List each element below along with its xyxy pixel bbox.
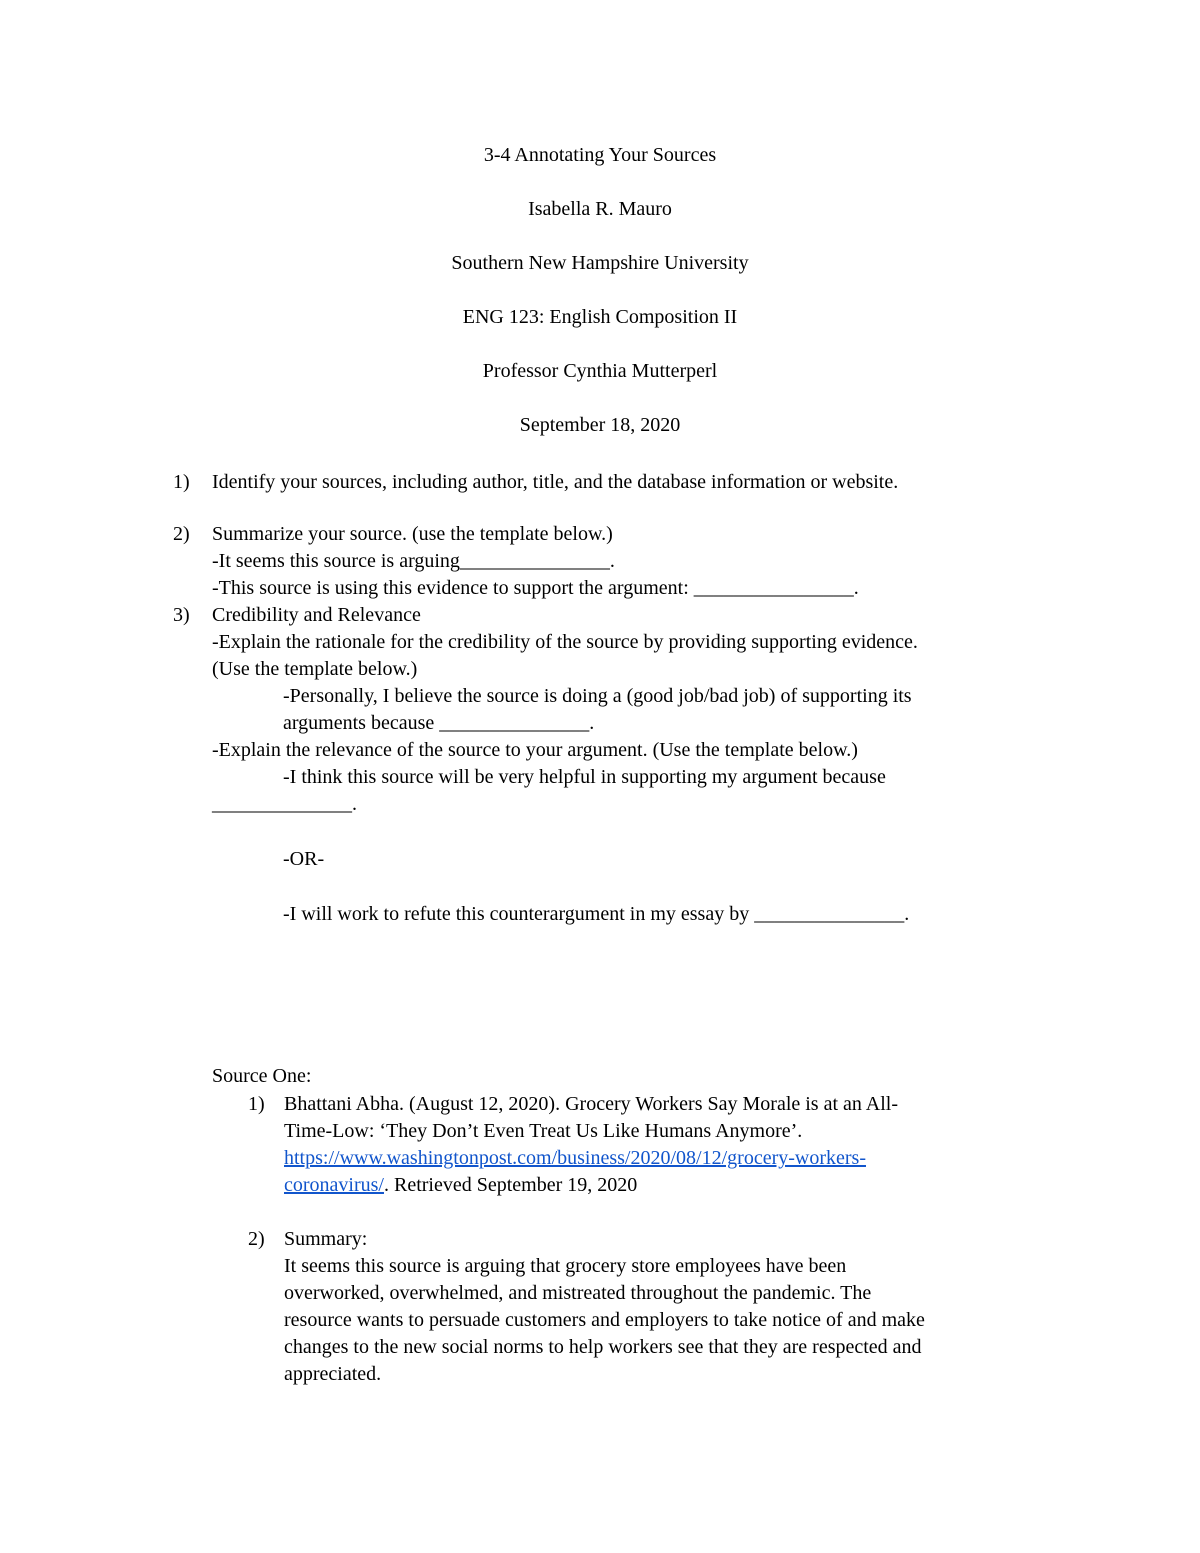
relevance-template-line2: ______________.	[212, 793, 357, 815]
or-separator: -OR-	[283, 848, 325, 870]
credibility-template-line1: -Personally, I believe the source is doing a (good job/bad job) of supporting its	[283, 685, 912, 707]
document-title: 3-4 Annotating Your Sources	[483, 144, 717, 166]
template-arguing: -It seems this source is arguing_______________.	[212, 550, 615, 572]
professor-name: Professor Cynthia Mutterperl	[482, 360, 718, 382]
relevance-template-line1: -I think this source will be very helpful in supporting my argument because	[283, 766, 886, 788]
citation-url-link-continued[interactable]: coronavirus/	[284, 1174, 384, 1196]
source-list-number-2: 2)	[248, 1228, 265, 1250]
source-list-number-1: 1)	[248, 1093, 265, 1115]
summary-line: overworked, overwhelmed, and mistreated throughout the pandemic. The	[284, 1282, 872, 1304]
citation-line2: Time-Low: ‘They Don’t Even Treat Us Like Humans Anymore’.	[284, 1120, 803, 1142]
document-date: September 18, 2020	[519, 414, 681, 436]
summary-line: appreciated.	[284, 1363, 382, 1385]
credibility-template-line2: arguments because _______________.	[283, 712, 595, 734]
summary-line: resource wants to persuade customers and employers to take notice of and make	[284, 1309, 925, 1331]
relevance-explain: -Explain the relevance of the source to your argument. (Use the template below.)	[212, 739, 858, 761]
citation-line1: Bhattani Abha. (August 12, 2020). Grocery Workers Say Morale is at an All-	[284, 1093, 899, 1115]
list-number-3: 3)	[173, 604, 190, 626]
author-name: Isabella R. Mauro	[528, 198, 672, 220]
list-number-2: 2)	[173, 523, 190, 545]
university-name: Southern New Hampshire University	[451, 252, 749, 274]
credibility-explain: -Explain the rationale for the credibility of the source by providing supporting evidence.	[212, 631, 918, 653]
course-name: ENG 123: English Composition II	[462, 306, 738, 328]
source-one-heading: Source One:	[212, 1065, 312, 1087]
citation-url-line1	[284, 1147, 866, 1170]
refute-template: -I will work to refute this counterargument in my essay by _______________.	[283, 903, 910, 925]
citation-url-link[interactable]: https://www.washingtonpost.com/business/2020/08/12/grocery-workers-	[284, 1147, 866, 1169]
citation-retrieved: . Retrieved September 19, 2020	[383, 1174, 638, 1196]
template-evidence: -This source is using this evidence to support the argument: ________________.	[212, 577, 859, 599]
summary-line: It seems this source is arguing that grocery store employees have been	[284, 1255, 847, 1277]
instruction-summarize: Summarize your source. (use the template below.)	[212, 523, 613, 545]
summary-line: changes to the new social norms to help workers see that they are respected and	[284, 1336, 922, 1358]
citation-url-line2	[284, 1174, 637, 1197]
credibility-template-note: (Use the template below.)	[212, 658, 418, 680]
instruction-credibility: Credibility and Relevance	[212, 604, 421, 626]
summary-heading: Summary:	[284, 1228, 368, 1250]
instruction-identify-sources: Identify your sources, including author, title, and the database information or website.	[212, 471, 899, 493]
list-number-1: 1)	[173, 471, 190, 493]
